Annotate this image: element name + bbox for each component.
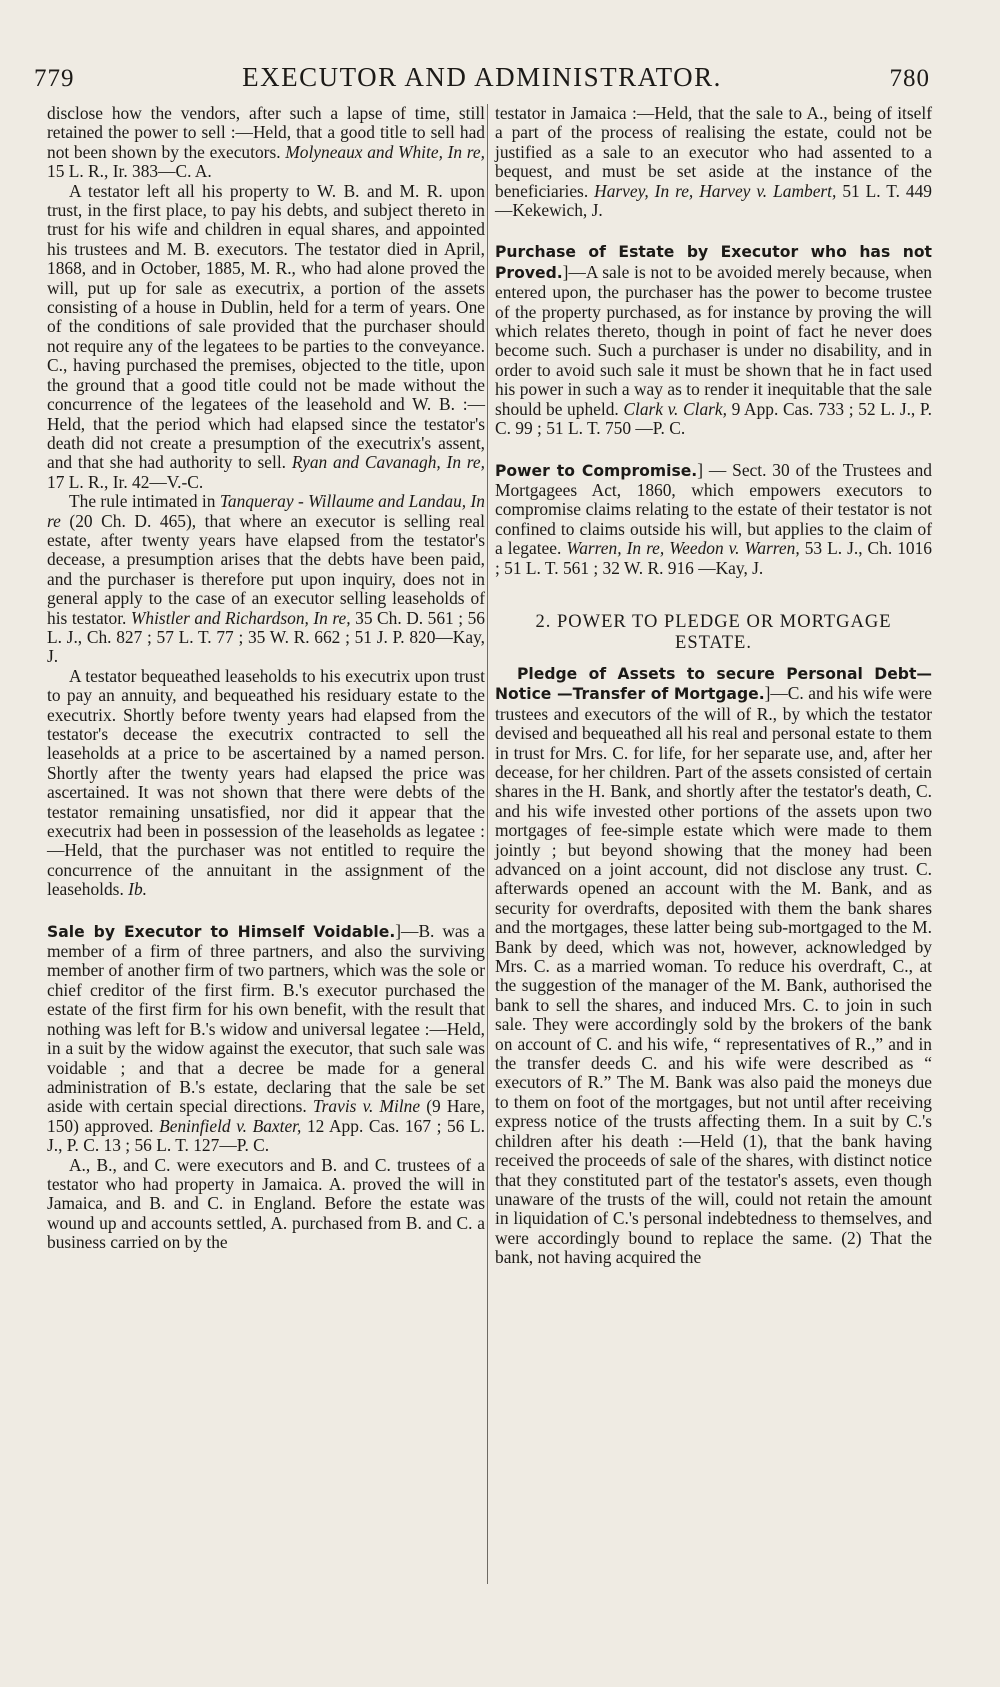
text-run: 12 App. Cas. 167 ; 56 L. J., P. C. 13 ; 56 L. T. 127—P. C. — [47, 1115, 485, 1156]
paragraph — [47, 492, 485, 667]
text-run: A testator bequeathed leaseholds to his executrix upon trust to pay an annuity, and bequeathed his residuary estate to the executrix. Shortly before twenty years had elapsed from the testator's decease the executrix contracted to sell the leaseholds at a price to be ascertained by a named person. Shortly after the twenty years had elapsed the price was ascertained. It was not shown that there were debts of the testator remaining unsatisfied, nor did it appear that the executrix had been in possession of the leaseholds as legatee :—Held, that the purchaser was not entitled to require the concurrence of the annuitant in the assignment of the leaseholds. — [47, 665, 485, 900]
text-run: 9 App. Cas. 733 ; 52 L. J., P. C. 99 ; 51 L. T. 750 —P. C. — [495, 398, 933, 439]
text-run: 53 L. J., Ch. 1016 ; 51 L. T. 561 ; 32 W. R. 916 —Kay, J. — [495, 538, 932, 578]
paragraph — [47, 667, 485, 900]
text-run: A testator left all his property to W. B. and M. R. upon trust, in the first place, to pay his debts, and subject thereto in trust for his wife and children in equal shares, and appointed his trustees and M. B. executors. The testator died in April, 1868, and in October, 1885, M. R., who had alone proved the will, put up for sale as executrix, a portion of the assets consisting of a house in Dublin, held for a term of years. One of the conditions of sale provided that the purchaser should not require any of the legatees to be parties to the conveyance. C., having purchased the premises, objected to the title, upon the ground that a good title could not be made without the concurrence of the legatees of the leasehold and W. B. :—Held, that the period which had elapsed since the testator's death did not create a presumption of the executrix's assent, and that she had authority to sell. — [47, 180, 485, 473]
paragraph — [47, 104, 485, 182]
case-citation: Whistler and Richardson, In re, — [130, 607, 351, 628]
paragraph — [47, 1156, 485, 1253]
section-heading: Sale by Executor to Himself Voidable. — [47, 922, 396, 941]
text-run: (20 Ch. D. 465), that where an executor is selling real estate, after twenty years have elapsed from the testator's decease, a presumption arises that the debts have been paid, and the purchaser is therefore put upon inquiry, does not in general apply to the case of an executor selling leaseholds of his testator. — [47, 510, 485, 628]
running-title: EXECUTOR AND ADMINISTRATOR. — [242, 62, 722, 92]
section-heading: Pledge of Assets to secure Personal Debt—Notice —Transfer of Mortgage. — [495, 664, 932, 704]
text-run: A., B., and C. were executors and B. and C. trustees of a testator who had property in Jamaica. A. proved the will in Jamaica, and B. and C. in England. Before the estate was wound up and accounts settled, A. purchased from B. and C. a business carried on by the — [47, 1154, 485, 1253]
text-run: 35 Ch. D. 561 ; 56 L. J., Ch. 827 ; 57 L. T. 77 ; 35 W. R. 662 ; 51 J. P. 820—Kay, J. — [47, 607, 485, 667]
page-number-right: 780 — [889, 65, 930, 92]
running-header — [34, 62, 930, 102]
text-run: ] — Sect. 30 of the Trustees and Mortgagees Act, 1860, which empowers executors to compromise claims relating to the estate of their testator is not confined to claims outside his will, but applies to the claim of a legatee. — [495, 459, 933, 559]
paragraph — [495, 664, 932, 1268]
case-citation: Warren, In re, Weedon v. Warren, — [566, 538, 800, 559]
paragraph — [495, 461, 932, 578]
case-citation: Tanqueray - Willaume and Landau, In re — [47, 491, 486, 531]
section-title: 2. POWER TO PLEDGE OR MORTGAGE ESTATE. — [535, 611, 892, 653]
text-run: testator in Jamaica :—Held, that the sale to A., being of itself a part of the process of realising the estate, could not be justified as a sale to an executor who had assented to a bequest, and must be set aside at the instance of the beneficiaries. — [495, 103, 932, 201]
column-divider — [487, 104, 488, 1584]
left-column — [47, 104, 485, 1253]
section-heading: Power to Compromise. — [495, 461, 698, 480]
text-run: 51 L. T. 449—Kekewich, J. — [495, 180, 932, 221]
case-citation: Clark v. Clark, — [623, 398, 728, 419]
case-citation: Molyneaux and White, In re, — [285, 141, 485, 162]
page-number-left: 779 — [34, 65, 75, 92]
case-citation: Travis v. Milne — [312, 1096, 421, 1117]
case-citation: Ryan and Cavanagh, In re, — [291, 452, 485, 473]
right-column — [495, 104, 932, 1268]
text-run: ]—B. was a member of a firm of three partners, and also the surviving member of another firm of two partners, which was the sole or chief creditor of the first firm. B.'s executor purchased the estate of the first firm for his own benefit, with the result that nothing was left for B.'s widow and universal legatee :—Held, in a suit by the widow against the executor, that such sale was voidable ; and that a decree be made for a general administration of B.'s estate, declaring that the sale be set aside with certain special directions. — [47, 920, 485, 1117]
paragraph — [47, 922, 485, 1156]
text-run: ]—C. and his wife were trustees and executors of the will of R., by which the testator devised and bequeathed all his real and personal estate to them in trust for Mrs. C. for life, for her separate use, and, after her decease, for her children. Part of the assets consisted of certain shares in the H. Bank, and shortly after the testator's death, C. and his wife invested other portions of the assets upon two mortgages of fee-simple estate which were made to them jointly ; but beyond showing that the money had been advanced on a joint account, did not disclose any trust. C. afterwards opened an account with the M. Bank, and as security for overdrafts, deposited with them the bank shares and the mortgages, these latter being sub-mortgaged to the M. Bank by deed, which was not, however, acknowledged by Mrs. C. as a married woman. To reduce his overdraft, C., at the suggestion of the manager of the M. Bank, authorised the bank to sell the shares, and induced Mrs. C. to join in such sale. They were accordingly sold by the brokers of the bank on account of C. and his wife, “ representatives of R.,” and in the transfer deeds C. and his wife were described as “ executors of R.” The M. Bank was also paid the moneys due to them on foot of the mortgages, but not until after receiving express notice of the trusts affecting them. In a suit by C.'s children after his death :—Held (1), that the bank having received the proceeds of sale of the shares, with distinct notice that they constituted part of the testator's assets, even though unaware of the trusts of the will, could not retain the amount in liquidation of C.'s personal indebtedness to themselves, and were accordingly bound to replace the same. (2) That the bank, not having acquired the — [495, 683, 932, 1268]
text-run: (9 Hare, 150) approved. — [47, 1096, 485, 1136]
text-run: ]—A sale is not to be avoided merely because, when entered upon, the purchaser has the power to become trustee of the property purchased, as for instance by proving the will which relates thereto, though in point of fact he never does become such. Such a purchaser is under no disability, and in order to avoid such sale it must be shown that he in fact used his power in such a way as to render it inequitable that the sale should be upheld. — [495, 261, 932, 419]
case-citation: Beninfield v. Baxter, — [159, 1115, 302, 1136]
text-run: disclose how the vendors, after such a lapse of time, still retained the power to sell :—Held, that a good title to sell had not been shown by the executors. — [47, 103, 485, 162]
text-run: 15 L. R., Ir. 383—C. A. — [47, 161, 212, 182]
paragraph — [495, 242, 932, 438]
text-run: The rule intimated in — [69, 491, 216, 512]
case-citation: Ib. — [128, 879, 147, 900]
section-heading: Purchase of Estate by Executor who has not Proved. — [495, 243, 932, 282]
paragraph — [495, 104, 932, 220]
case-citation: Harvey, In re, Harvey v. Lambert, — [594, 180, 837, 201]
text-run: 17 L. R., Ir. 42—V.-C. — [47, 471, 204, 492]
paragraph — [47, 182, 485, 493]
